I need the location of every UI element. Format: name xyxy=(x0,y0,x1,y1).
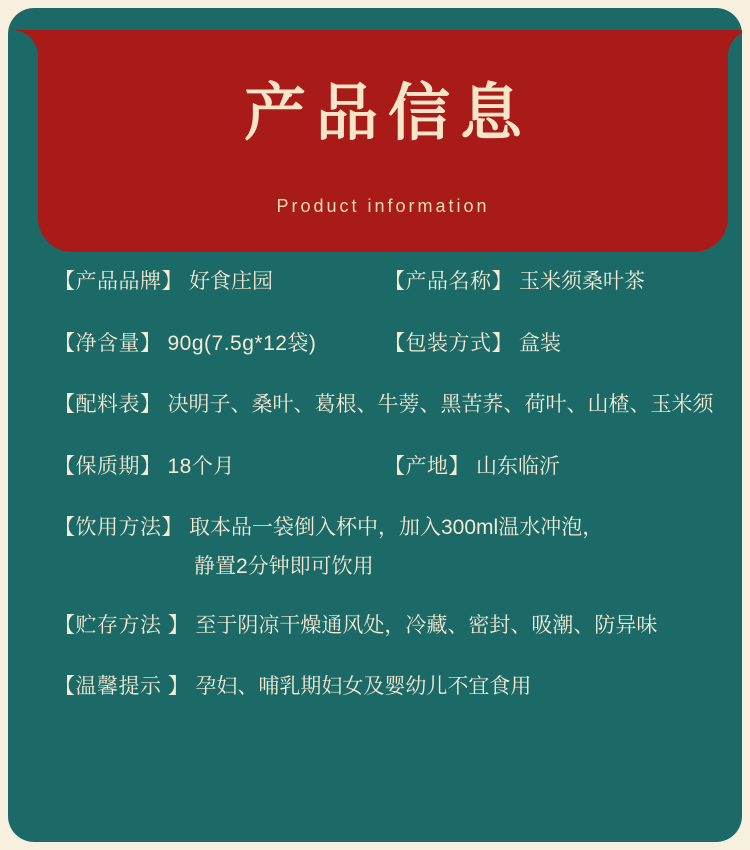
field-label: 【保质期】 xyxy=(54,454,162,478)
field-value: 玉米须桑叶茶 xyxy=(519,270,645,293)
field-storage xyxy=(54,610,657,642)
field-directions-continued: 静置2分钟即可饮用 xyxy=(194,554,374,578)
field-label: 【产品品牌】 xyxy=(54,270,183,293)
field-value: 山东临沂 xyxy=(476,454,560,478)
banner-corner-right xyxy=(728,30,742,56)
info-row xyxy=(54,328,696,360)
info-row xyxy=(54,512,696,544)
field-value: 孕妇、哺乳期妇女及婴幼儿不宜食用 xyxy=(195,675,532,698)
info-row xyxy=(54,610,696,642)
field-label: 【净含量】 xyxy=(54,331,162,355)
info-row xyxy=(54,389,714,421)
field-value: 至于阴凉干燥通风处，冷藏、密封、吸潮、防异味 xyxy=(195,613,658,637)
field-value: 18个月 xyxy=(167,454,235,478)
banner-corner-left xyxy=(12,30,38,56)
field-product-name xyxy=(384,266,645,298)
field-value: 90g(7.5g*12袋) xyxy=(167,331,317,355)
info-row xyxy=(54,671,696,703)
header-banner xyxy=(38,30,728,252)
field-ingredients xyxy=(54,389,714,421)
field-value: 决明子、桑叶、葛根、牛蒡、黑苦荞、荷叶、山楂、玉米须 xyxy=(167,393,714,416)
field-label: 【饮用方法】 xyxy=(54,516,183,539)
field-value: 取本品一袋倒入杯中，加入300ml温水冲泡， xyxy=(189,516,604,539)
field-directions xyxy=(54,512,603,544)
page-title: 产品信息 xyxy=(243,79,532,148)
field-value: 盒装 xyxy=(519,331,561,355)
field-packaging xyxy=(384,328,561,360)
info-row xyxy=(54,451,696,483)
field-brand xyxy=(54,266,384,298)
field-shelf-life xyxy=(54,451,384,483)
field-value: 好食庄园 xyxy=(189,270,273,293)
field-label: 【产地】 xyxy=(384,454,470,478)
field-label: 【贮存方法 】 xyxy=(54,613,190,637)
info-list xyxy=(8,266,742,733)
field-label: 【包装方式】 xyxy=(384,331,513,355)
field-label: 【产品名称】 xyxy=(384,270,513,293)
field-origin xyxy=(384,451,560,483)
field-label: 【配料表】 xyxy=(54,393,162,416)
field-warning xyxy=(54,671,531,703)
info-row xyxy=(54,266,696,298)
field-label: 【温馨提示 】 xyxy=(54,675,190,698)
teal-panel xyxy=(8,8,742,842)
page-subtitle: Product information xyxy=(276,196,490,216)
field-net-content xyxy=(54,328,384,360)
